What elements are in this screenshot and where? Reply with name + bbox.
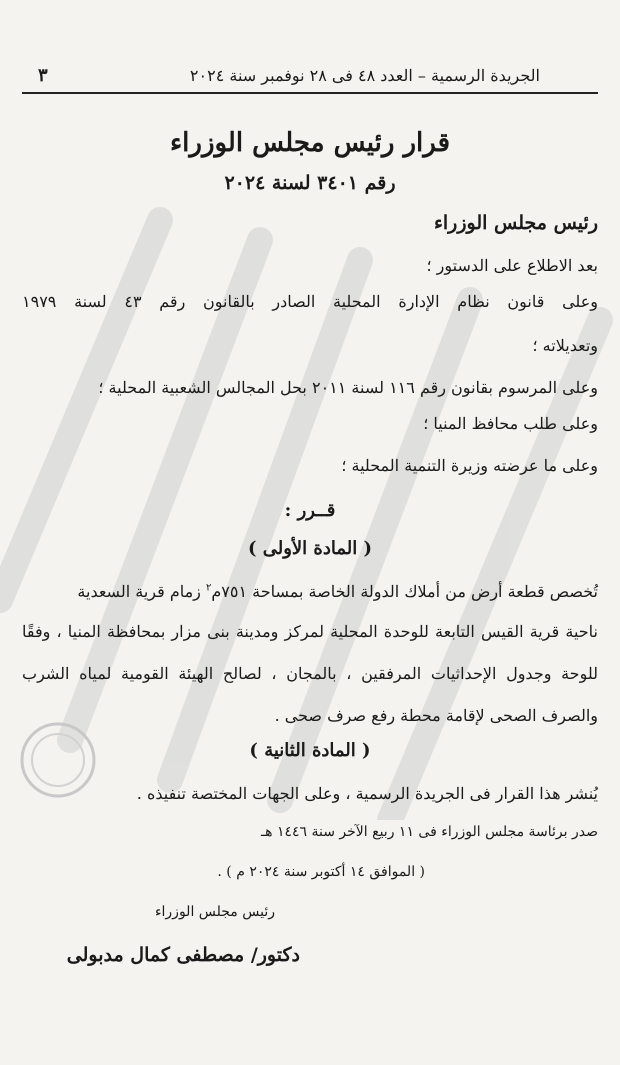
article-1-line: تُخصص قطعة أرض من أملاك الدولة الخاصة بمساحة ٧٥١م$^٢$ زمام قرية السعدية [77,582,598,601]
gazette-issue-title: الجريدة الرسمية – العدد ٤٨ فى ٢٨ نوفمبر سنة ٢٠٢٤ [189,65,540,85]
signature-role: رئيس مجلس الوزراء [154,904,275,920]
preamble-line: وعلى ما عرضته وزيرة التنمية المحلية ؛ [341,456,598,475]
article-1-heading: ( المادة الأولى ) [247,538,373,559]
article-2-line: يُنشر هذا القرار فى الجريدة الرسمية ، وعلى الجهات المختصة تنفيذه . [136,784,598,803]
issuance-date-hijri: صدر برئاسة مجلس الوزراء فى ١١ ربيع الآخر سنة ١٤٤٦ هـ [261,824,598,840]
preamble-line: وعلى المرسوم بقانون رقم ١١٦ لسنة ٢٠١١ بحل المجالس الشعبية المحلية ؛ [98,378,598,397]
preamble-line: وعلى طلب محافظ المنيا ؛ [423,414,598,433]
article-1-line: ناحية قرية القيس التابعة للوحدة المحلية لمركز ومدينة بنى مزار بمحافظة المنيا ، وفقًا [22,622,598,641]
issuer-heading: رئيس مجلس الوزراء [433,212,598,234]
preamble-line: بعد الاطلاع على الدستور ؛ [426,256,598,275]
square-meter-superscript: ٢ [206,582,212,594]
preamble-line: وتعديلاته ؛ [532,336,598,355]
preamble-line: وعلى قانون نظام الإدارة المحلية الصادر بالقانون رقم ٤٣ لسنة ١٩٧٩ [22,292,598,311]
article-2-heading: ( المادة الثانية ) [249,740,371,761]
article-1-line: للوحة وجدول الإحداثيات المرفقين ، بالمجان ، لصالح الهيئة القومية لمياه الشرب [22,664,598,683]
article-1-line: والصرف الصحى لإقامة محطة رفع صرف صحى . [274,706,598,725]
page-number: ٣ [38,64,48,86]
decree-number: رقم ٣٤٠١ لسنة ٢٠٢٤ [224,172,396,194]
decided-heading: قــرر : [284,500,336,521]
page-header [22,58,598,94]
decree-title: قرار رئيس مجلس الوزراء [169,128,451,158]
signature-name: دكتور/ مصطفى كمال مدبولى [66,944,300,966]
issuance-date-gregorian: ( الموافق ١٤ أكتوبر سنة ٢٠٢٤ م ) . [217,864,425,880]
